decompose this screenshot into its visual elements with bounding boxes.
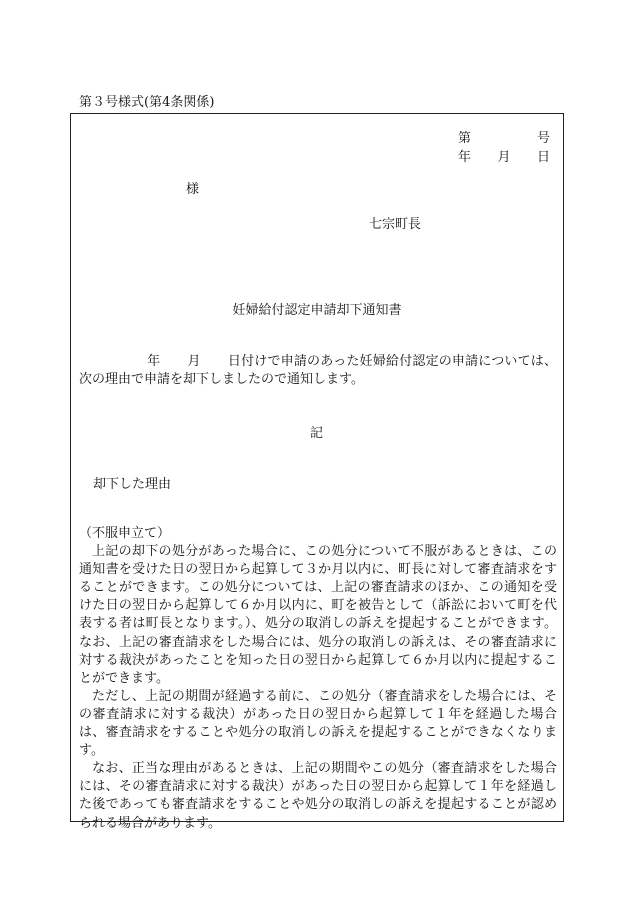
intro-year: 年: [147, 354, 161, 369]
document-number-date: [458, 130, 550, 168]
date-year: 年: [458, 150, 472, 165]
intro-text: 日付けで申請のあった妊婦給付認定の申請については、次の理由で申請を却下しましたので通知します。: [79, 354, 557, 387]
appeal-heading: （不服申立て）: [79, 526, 171, 541]
document-title: 妊婦給付認定申請却下通知書: [232, 303, 402, 318]
document-date: [458, 149, 550, 168]
reason-label: 却下した理由: [93, 477, 172, 492]
document-number: [458, 130, 550, 149]
appeal-section: [79, 525, 557, 833]
intro-paragraph: [79, 353, 557, 389]
ki-heading: 記: [310, 426, 324, 441]
form-number: 第３号様式(第4条関係): [79, 95, 215, 110]
date-month: 月: [497, 150, 511, 165]
document-number-suffix: 号: [536, 131, 550, 146]
appeal-paragraph-1: 上記の却下の処分があった場合に、この処分について不服があるときは、この通知書を受けた日の翌日から起算して３か月以内に、町長に対して審査請求をすることができます。この処分については、上記の審査請求のほか、この通知を受けた日の翌日から起算して６か月以内に、町を被告として（訴訟において町を代表する者は町長となります。）、処分の取消しの訴えを提起することができます。なお、上記の審査請求をした場合には、処分の取消しの訴えは、その審査請求に対する裁決があったことを知った日の翌日から起算して６か月以内に提起することができます。: [79, 544, 557, 686]
sender: 七宗町長: [369, 217, 422, 232]
date-day: 日: [536, 150, 550, 165]
intro-month: 月: [187, 354, 201, 369]
appeal-paragraph-3: なお、正当な理由があるときは、上記の期間やこの処分（審査請求をした場合には、その審査請求に対する裁決）があった日の翌日から起算して１年を経過した後であっても審査請求をすることや処分の取消しの訴えを提起することが認められる場合があります。: [79, 761, 557, 831]
document-number-prefix: 第: [458, 131, 472, 146]
addressee: 様: [186, 182, 200, 197]
appeal-paragraph-2: ただし、上記の期間が経過する前に、この処分（審査請求をした場合には、その審査請求に対する裁決）があった日の翌日から起算して１年を経過した場合は、審査請求をすることや処分の取消しの訴えを提起することができなくなります。: [79, 688, 557, 759]
